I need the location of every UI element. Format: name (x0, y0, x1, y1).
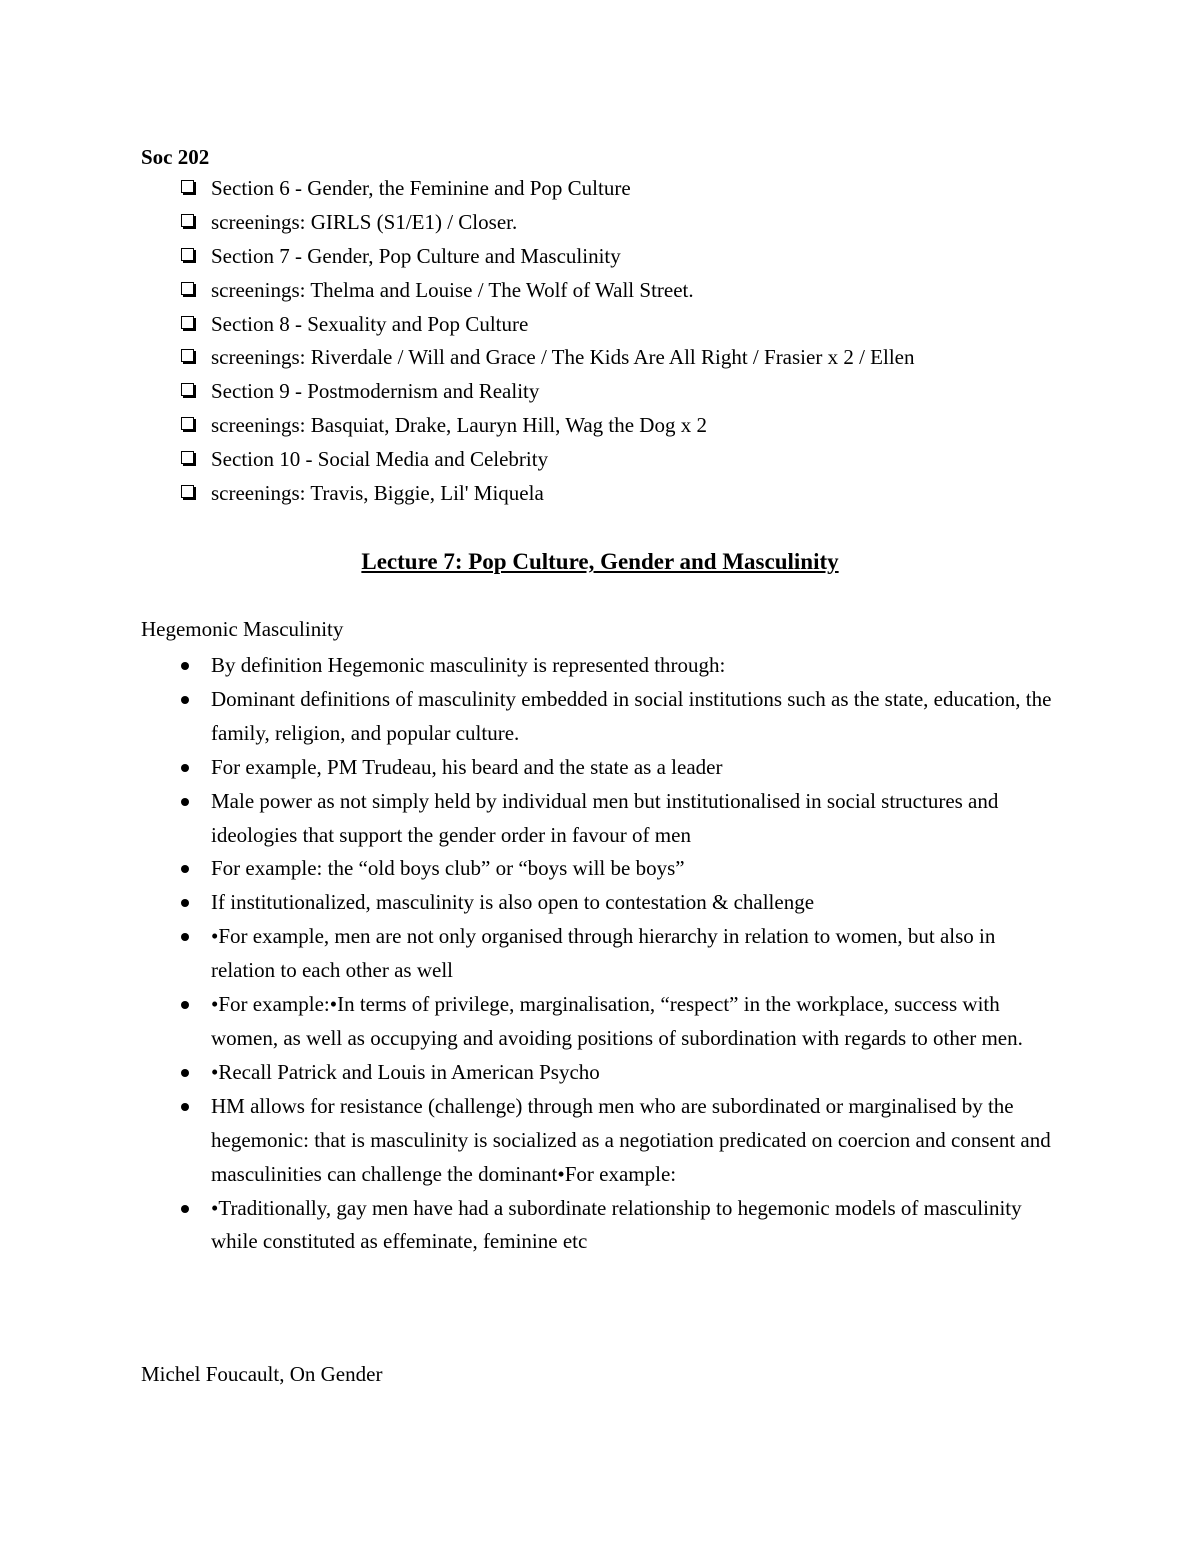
bullet-text: Male power as not simply held by individual men but institutionalised in social structures and ideologies that support the gender order in favour of men (211, 788, 999, 847)
bullet-text: HM allows for resistance (challenge) through men who are subordinated or marginalised by the hegemonic: that is masculinity is socialized as a negotiation predicated on coercion and consent and masculinities can challenge the dominant•For example: (211, 1093, 1051, 1186)
bullet-text: Dominant definitions of masculinity embedded in social institutions such as the state, education, the family, religion, and popular culture. (211, 686, 1052, 745)
bullet-text: For example, PM Trudeau, his beard and the state as a leader (211, 754, 723, 779)
bullet-icon (181, 662, 189, 670)
checkbox-icon (181, 417, 194, 430)
checklist-item (178, 310, 1078, 344)
bullet-item (178, 1192, 1058, 1260)
bullet-text: By definition Hegemonic masculinity is represented through: (211, 653, 726, 677)
checklist-item-text: Section 6 - Gender, the Feminine and Pop Culture (211, 176, 631, 200)
checklist-item-text: screenings: Riverdale / Will and Grace / The Kids Are All Right / Frasier x 2 / Ellen (211, 345, 915, 370)
bullet-icon (181, 764, 189, 772)
checklist-item-text: Section 7 - Gender, Pop Culture and Masculinity (211, 243, 621, 268)
checkbox-icon (181, 349, 194, 362)
checklist-item (178, 242, 1078, 276)
bullet-item (178, 988, 1058, 1056)
checkbox-icon (181, 282, 194, 295)
bullet-icon (181, 1103, 189, 1111)
checklist-item-text: screenings: Travis, Biggie, Lil' Miquela (211, 481, 544, 506)
bullet-text: •For example, men are not only organised through hierarchy in relation to women, but also in relation to each other as well (211, 924, 996, 983)
bullet-text: If institutionalized, masculinity is also open to contestation & challenge (211, 890, 815, 915)
bullet-icon (181, 1001, 189, 1009)
checklist-item (178, 445, 1078, 479)
checklist-item-text: screenings: GIRLS (S1/E1) / Closer. (211, 209, 518, 234)
bullet-text: •For example:•In terms of privilege, marginalisation, “respect” in the workplace, success with women, as well as occupying and avoiding positions of subordination with regards to other men. (211, 992, 1023, 1050)
bullet-item (178, 1056, 1058, 1090)
bullet-text: For example: the “old boys club” or “boys will be boys” (211, 856, 685, 881)
checklist-item (178, 276, 1078, 310)
checkbox-icon (181, 383, 194, 396)
checklist-item-text: Section 8 - Sexuality and Pop Culture (211, 311, 529, 336)
checklist-item (178, 343, 1078, 377)
checkbox-icon (181, 180, 194, 193)
checklist-item-text: Section 9 - Postmodernism and Reality (211, 379, 540, 404)
bullet-icon (181, 798, 189, 806)
bullet-item (178, 886, 1058, 920)
checkbox-icon (181, 248, 194, 261)
bullet-list (178, 649, 1058, 1259)
bullet-icon (181, 1069, 189, 1077)
bullet-icon (181, 1205, 189, 1213)
checklist-item (178, 208, 1078, 242)
bullet-item (178, 920, 1058, 988)
checklist-item-text: screenings: Thelma and Louise / The Wolf of Wall Street. (211, 277, 694, 302)
bullet-item (178, 1090, 1058, 1192)
bullet-item (178, 852, 1058, 886)
checklist-item (178, 174, 1078, 208)
bullet-item (178, 751, 1058, 785)
checkbox-icon (181, 214, 194, 227)
bullet-text: •Recall Patrick and Louis in American Psycho (211, 1059, 600, 1084)
checkbox-icon (181, 316, 194, 329)
bullet-item (178, 649, 1058, 683)
bullet-icon (181, 933, 189, 941)
checklist-item-text: Section 10 - Social Media and Celebrity (211, 447, 549, 472)
checklist-item (178, 479, 1078, 513)
next-section-heading: Michel Foucault, On Gender (141, 1362, 383, 1386)
checklist-item (178, 377, 1078, 411)
checkbox-icon (181, 485, 194, 498)
bullet-icon (181, 899, 189, 907)
bullet-item (178, 683, 1058, 751)
bullet-icon (181, 865, 189, 873)
checklist-item-text: screenings: Basquiat, Drake, Lauryn Hill, Wag the Dog x 2 (211, 413, 707, 438)
bullet-item (178, 785, 1058, 853)
lecture-title: Lecture 7: Pop Culture, Gender and Masculinity (361, 549, 839, 574)
course-title: Soc 202 (141, 145, 210, 169)
bullet-icon (181, 696, 189, 704)
checklist-item (178, 411, 1078, 445)
bullet-text: •Traditionally, gay men have had a subordinate relationship to hegemonic models of masculinity while constituted as effeminate, feminine etc (211, 1195, 1022, 1254)
section-heading: Hegemonic Masculinity (141, 617, 344, 641)
section-checklist (178, 174, 1078, 513)
checkbox-icon (181, 451, 194, 464)
